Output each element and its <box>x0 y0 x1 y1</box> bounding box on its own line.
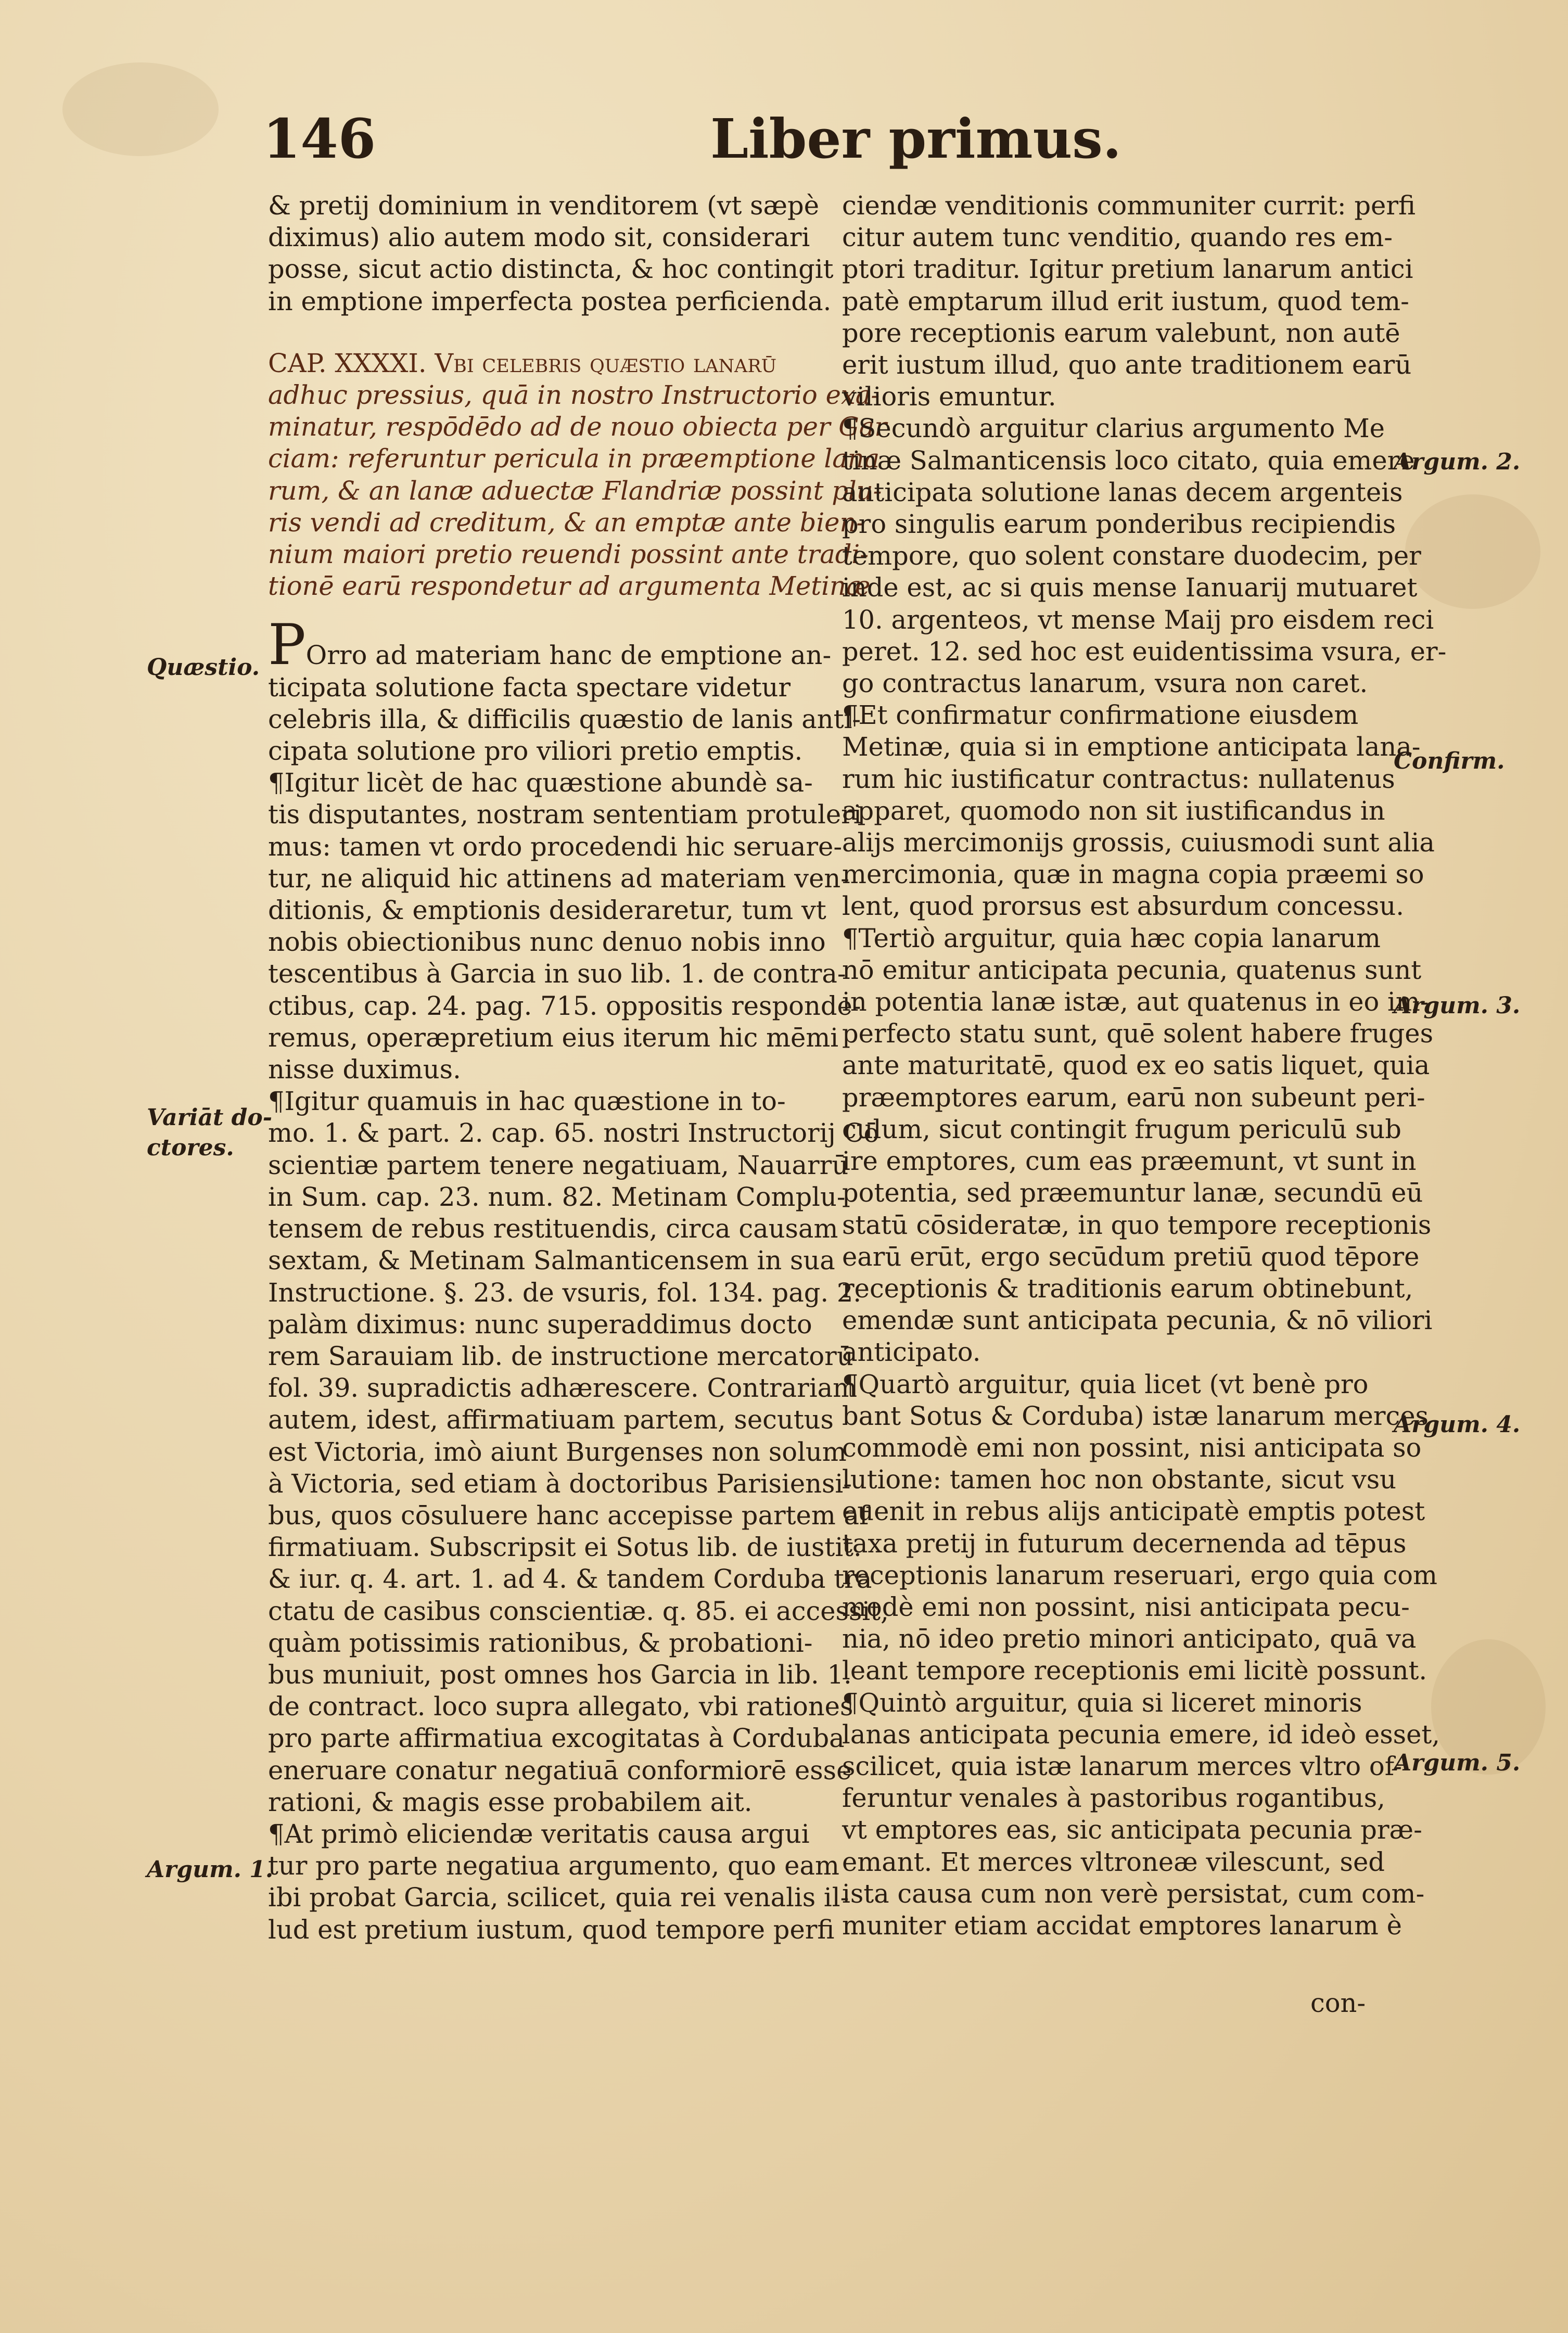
text-line: lutione: tamen hoc non obstante, sicut vsu <box>842 1464 1397 1495</box>
text-line: emendæ sunt anticipata pecunia, & nō viliori <box>842 1305 1433 1336</box>
text-line: modè emi non possint, nisi anticipata pecu- <box>842 1591 1410 1622</box>
text-line: anticipato. <box>842 1337 981 1368</box>
text-line: ante maturitatē, quod ex eo satis liquet, quia <box>842 1050 1430 1081</box>
text-line: diximus) alio autem modo sit, considerari <box>268 222 810 253</box>
text-line: pore receptionis earum valebunt, non autē <box>842 317 1400 348</box>
text-line: tur pro parte negatiua argumento, quo eam <box>268 1851 839 1881</box>
text-line: sextam, & Metinam Salmanticensem in sua <box>268 1245 835 1276</box>
text-line: remus, operæpretium eius iterum hic mēmi <box>268 1022 839 1053</box>
text-line: emant. Et merces vltroneæ vilescunt, sed <box>842 1846 1385 1877</box>
text-line: de contract. loco supra allegato, vbi rationes <box>268 1691 853 1722</box>
text-line: pro parte affirmatiua excogitatas à Corduba <box>268 1723 845 1754</box>
folio-number: 146 <box>263 107 376 171</box>
margin-note-confirm: Confirm. <box>1394 748 1505 774</box>
text-line: cipata solutione pro viliori pretio emptis. <box>268 736 803 767</box>
text-line: patè emptarum illud erit iustum, quod tem- <box>842 286 1409 316</box>
text-line: earū erūt, ergo secūdum pretiū quod tēpore <box>842 1241 1420 1272</box>
text-line: fol. 39. supradictis adhærescere. Contrariam <box>268 1373 858 1404</box>
chapter-line: nium maiori pretio reuendi possint ante tradi- <box>268 539 869 570</box>
text-line: in emptione imperfecta postea perficienda. <box>268 286 832 316</box>
text-line: nō emitur anticipata pecunia, quatenus sunt <box>842 954 1422 985</box>
text-line: euenit in rebus alijs anticipatè emptis potest <box>842 1496 1425 1527</box>
intro-paragraph <box>268 190 834 317</box>
text-line: ¶Et confirmatur confirmatione eiusdem <box>842 700 1359 731</box>
text-line: bus, quos cōsuluere hanc accepisse partem af <box>268 1500 869 1531</box>
text-line: ibi probat Garcia, scilicet, quia rei venalis il- <box>268 1882 849 1913</box>
text-line: go contractus lanarum, vsura non caret. <box>842 668 1368 699</box>
text-line: celebris illa, & difficilis quæstio de lanis anti- <box>268 704 861 734</box>
text-line: alijs mercimonijs grossis, cuiusmodi sunt alia <box>842 827 1435 858</box>
paper-stain <box>1405 494 1540 609</box>
text-line: rem Sarauiam lib. de instructione mercatorū <box>268 1341 853 1371</box>
text-line-content: Orro ad materiam hanc de emptione an- <box>305 640 832 671</box>
text-line: posse, sicut actio distincta, & hoc contingit <box>268 254 834 285</box>
text-line: ¶Igitur licèt de hac quæstione abundè sa- <box>268 768 813 798</box>
text-line: in Sum. cap. 23. num. 82. Metinam Complu- <box>268 1181 846 1212</box>
text-line: tis disputantes, nostram sententiam protuleri <box>268 799 862 830</box>
text-line: tescentibus à Garcia in suo lib. 1. de contra- <box>268 959 846 989</box>
text-line: feruntur venales à pastoribus rogantibus, <box>842 1783 1385 1814</box>
margin-note-argum-4: Argum. 4. <box>1394 1411 1521 1438</box>
text-line: erit iustum illud, quo ante traditionem earū <box>842 350 1412 380</box>
text-line: vilioris emuntur. <box>842 381 1056 412</box>
text-line: ¶Quartò arguitur, quia licet (vt benè pro <box>842 1369 1369 1399</box>
margin-note-variant: ctores. <box>147 1134 234 1161</box>
text-line: 10. argenteos, vt mense Maij pro eisdem reci <box>842 604 1434 635</box>
text-line: scilicet, quia istæ lanarum merces vltro of- <box>842 1751 1402 1781</box>
text-line: tempore, quo solent constare duodecim, per <box>842 541 1421 571</box>
text-line <box>268 613 832 678</box>
text-line: ¶Secundò arguitur clarius argumento Me <box>842 413 1385 444</box>
text-line: ista causa cum non verè persistat, cum com- <box>842 1878 1425 1909</box>
text-line: anticipata solutione lanas decem argenteis <box>842 477 1403 507</box>
text-line: potentia, sed præemuntur lanæ, secundū eū <box>842 1178 1423 1208</box>
text-line: lanas anticipata pecunia emere, id ideò esset, <box>842 1719 1440 1750</box>
chapter-line: rum, & an lanæ aduectæ Flandriæ possint plu- <box>268 475 882 506</box>
text-line: est Victoria, imò aiunt Burgenses non solum <box>268 1436 847 1467</box>
page-header <box>263 107 1382 195</box>
text-line: vt emptores eas, sic anticipata pecunia præ- <box>842 1815 1422 1845</box>
drop-cap: P <box>268 613 306 678</box>
text-line: mercimonia, quæ in magna copia præemi so <box>842 859 1424 890</box>
text-line: autem, idest, affirmatiuam partem, secutus <box>268 1405 834 1435</box>
chapter-line: tionē earū respondetur ad argumenta Metinæ <box>268 571 871 602</box>
text-line: nobis obiectionibus nunc denuo nobis inno <box>268 927 826 958</box>
text-line: ctibus, cap. 24. pag. 715. oppositis responde- <box>268 990 861 1021</box>
text-line: nia, nō ideo pretio minori anticipato, quā va <box>842 1624 1417 1654</box>
text-line: apparet, quomodo non sit iustificandus in <box>842 795 1385 826</box>
text-line: citur autem tunc venditio, quando res em- <box>842 222 1393 253</box>
text-line: rum hic iustificatur contractus: nullatenus <box>842 763 1395 794</box>
text-line: inde est, ac si quis mense Ianuarij mutuaret <box>842 572 1418 603</box>
spacer <box>268 602 804 632</box>
text-line: leant tempore receptionis emi licitè possunt. <box>842 1655 1427 1686</box>
spacer <box>268 317 804 348</box>
margin-note-argum-1: Argum. 1. <box>147 1856 274 1883</box>
chapter-line: CAP. XXXXI. Vbi celebris quæstio lanarū <box>268 348 777 378</box>
text-line: tensem de rebus restituendis, circa causam <box>268 1214 838 1244</box>
text-line: ¶Quintò arguitur, quia si liceret minoris <box>842 1687 1362 1718</box>
text-line: pro singulis earum ponderibus recipiendis <box>842 509 1396 540</box>
text-line: in potentia lanæ istæ, aut quatenus in eo im- <box>842 987 1429 1017</box>
text-line: perfecto statu sunt, quē solent habere fruges <box>842 1018 1433 1049</box>
margin-note-variant: Variāt do- <box>147 1104 273 1131</box>
chapter-line: minatur, respōdēdo ad de nouo obiecta per Gar <box>268 412 887 442</box>
text-line: Metinæ, quia si in emptione anticipata lana- <box>842 732 1421 762</box>
catchword: con- <box>1310 1988 1366 2018</box>
text-line: eneruare conatur negatiuā conformiorē esse <box>268 1755 852 1786</box>
text-line: ¶At primò eliciendæ veritatis causa argui <box>268 1818 810 1849</box>
chapter-line: adhuc pressius, quā in nostro Instructorio exa- <box>268 380 880 411</box>
text-line: firmatiuam. Subscripsit ei Sotus lib. de iustit. <box>268 1532 862 1563</box>
text-line: rationi, & magis esse probabilem ait. <box>268 1787 753 1817</box>
text-line: culum, sicut contingit frugum periculū sub <box>842 1114 1401 1144</box>
text-line: peret. 12. sed hoc est euidentissima vsura, er- <box>842 636 1447 667</box>
right-column <box>842 190 1447 1942</box>
text-line: commodè emi non possint, nisi anticipata so <box>842 1432 1422 1463</box>
margin-note-argum-2: Argum. 2. <box>1394 449 1521 475</box>
text-line: lent, quod prorsus est absurdum concessu. <box>842 891 1404 922</box>
running-title: Liber primus. <box>710 107 1121 171</box>
text-line: receptionis & traditionis earum obtinebunt, <box>842 1273 1413 1304</box>
text-line: tinæ Salmanticensis loco citato, quia emere <box>842 445 1415 476</box>
text-line: ctatu de casibus conscientiæ. q. 85. ei accessit, <box>268 1596 889 1626</box>
chapter-line: ris vendi ad creditum, & an emptæ ante bien- <box>268 507 865 538</box>
margin-note-argum-5: Argum. 5. <box>1394 1750 1521 1776</box>
text-line: à Victoria, sed etiam à doctoribus Parisiensi- <box>268 1468 852 1499</box>
text-line: nisse duximus. <box>268 1054 461 1085</box>
text-line: muniter etiam accidat emptores lanarum è <box>842 1910 1402 1941</box>
body-text <box>268 613 889 1945</box>
text-line: statū cōsideratæ, in quo tempore receptionis <box>842 1209 1432 1240</box>
text-line: lud est pretium iustum, quod tempore perfi <box>268 1914 835 1945</box>
text-line: Instructione. §. 23. de vsuris, fol. 134. pag. 2. <box>268 1277 862 1308</box>
text-line: tur, ne aliquid hic attinens ad materiam ven- <box>268 863 849 894</box>
text-line: quàm potissimis rationibus, & probationi- <box>268 1627 813 1658</box>
text-line: bant Sotus & Corduba) istæ lanarum merces <box>842 1400 1429 1431</box>
text-line: ire emptores, cum eas præemunt, vt sunt in <box>842 1146 1417 1177</box>
text-line: ciendæ venditionis communiter currit: perfi <box>842 190 1416 221</box>
text-line: taxa pretij in futurum decernenda ad tēpus <box>842 1528 1407 1559</box>
text-line: receptionis lanarum reseruari, ergo quia com <box>842 1560 1437 1590</box>
text-line: ditionis, & emptionis desideraretur, tum vt <box>268 895 826 926</box>
text-line: & iur. q. 4. art. 1. ad 4. & tandem Corduba tra <box>268 1564 872 1595</box>
chapter-heading <box>268 348 887 603</box>
chapter-line: ciam: referuntur pericula in præemptione lana <box>268 443 880 474</box>
text-line: ptori traditur. Igitur pretium lanarum antici <box>842 254 1413 285</box>
text-line: scientiæ partem tenere negatiuam, Nauarrū <box>268 1150 849 1180</box>
text-line: mus: tamen vt ordo procedendi hic seruare- <box>268 831 843 862</box>
left-column <box>268 190 889 1946</box>
text-line: ticipata solutione facta spectare videtur <box>268 672 791 703</box>
text-line: palàm diximus: nunc superaddimus docto <box>268 1309 812 1340</box>
text-line: ¶Tertiò arguitur, quia hæc copia lanarum <box>842 923 1381 953</box>
margin-note-quaestio: Quæstio. <box>147 654 260 681</box>
text-line: & pretij dominium in venditorem (vt sæpè <box>268 190 820 221</box>
text-line: ¶Igitur quamuis in hac quæstione in to- <box>268 1086 786 1117</box>
margin-note-argum-3: Argum. 3. <box>1394 992 1521 1019</box>
paper-stain <box>62 62 219 156</box>
text-line: mo. 1. & part. 2. cap. 65. nostri Instructorij Cō <box>268 1118 879 1149</box>
text-line: bus muniuit, post omnes hos Garcia in lib. 1. <box>268 1659 852 1690</box>
text-line: præemptores earum, earū non subeunt peri- <box>842 1082 1425 1113</box>
